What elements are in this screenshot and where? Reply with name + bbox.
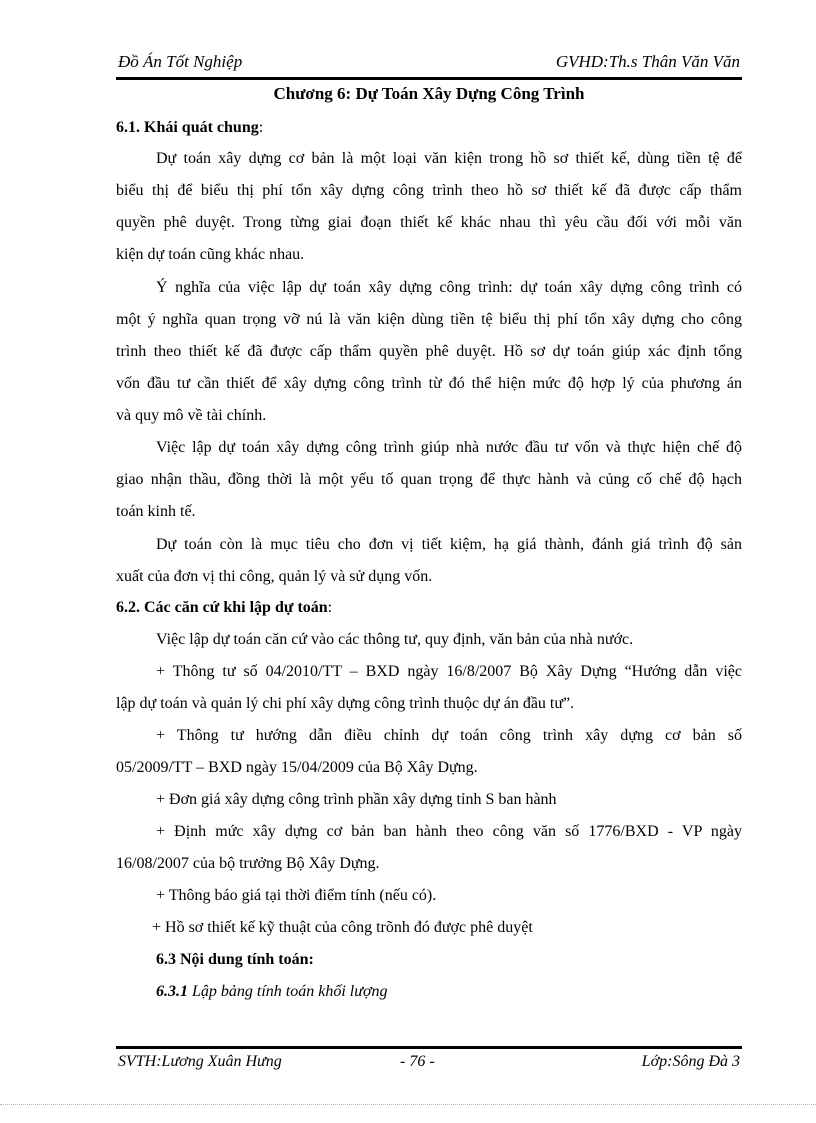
paragraph-line: biểu thị để biểu thị phí tổn xây dựng công trình theo hồ sơ thiết kế đã được cấp thẩm [116, 182, 742, 199]
paragraph-line: Ý nghĩa của việc lập dự toán xây dựng công trình: dự toán xây dựng công trình có [156, 279, 742, 296]
footer-student: SVTH:Lương Xuân Hưng [118, 1053, 282, 1070]
chapter-title: Chương 6: Dự Toán Xây Dựng Công Trình [273, 84, 585, 103]
footer-class: Lớp:Sông Đà 3 [641, 1053, 740, 1070]
bullet-line: + Đơn giá xây dựng công trình phần xây dựng tỉnh S ban hành [156, 791, 557, 808]
bullet-line: + Hồ sơ thiết kế kỹ thuật của công trõnh đó được phê duyệt [152, 919, 533, 936]
subsection-title: Lập bảng tính toán khối lượng [192, 983, 388, 1000]
section-colon: : [327, 599, 333, 616]
section-number: 6.2. [116, 599, 140, 616]
section-title: Các căn cứ khi lập dự toán [144, 599, 328, 616]
header-project-title: Đồ Án Tốt Nghiệp [118, 52, 243, 71]
section-heading-6-3-1 [156, 982, 742, 1002]
paragraph-line: toán kinh tế. [116, 503, 196, 520]
paragraph-line: Việc lập dự toán xây dựng công trình giúp nhà nước đầu tư vốn và thực hiện chế độ [156, 439, 742, 456]
subsection-number: 6.3.1 [156, 983, 188, 1000]
paragraph-line: Dự toán xây dựng cơ bản là một loại văn kiện trong hồ sơ thiết kế, dùng tiền tệ để [156, 150, 742, 167]
paragraph-line: trình theo thiết kế đã được cấp thẩm quyền phê duyệt. Hồ sơ dự toán giúp xác định tổng [116, 343, 742, 360]
section-number: 6.1. [116, 119, 140, 136]
bullet-line: + Thông tư hướng dẫn điều chỉnh dự toán công trình xây dựng cơ bản số [156, 727, 742, 744]
bullet-line: 05/2009/TT – BXD ngày 15/04/2009 của Bộ Xây Dựng. [116, 759, 478, 776]
page-number: - 76 - [400, 1053, 435, 1070]
paragraph-line: giao nhận thầu, đồng thời là một yếu tố quan trọng để thực hành và củng cố chế độ hạch [116, 471, 742, 488]
paragraph-line: vốn đầu tư cần thiết để xây dựng công trình từ đó thể hiện mức độ hợp lý của phương án [116, 375, 742, 392]
paragraph-line: xuất của đơn vị thi công, quản lý và sử dụng vốn. [116, 568, 433, 585]
paragraph-line: Dự toán còn là mục tiêu cho đơn vị tiết kiệm, hạ giá thành, đánh giá trình độ sản [156, 536, 742, 553]
footer-rule [116, 1046, 742, 1049]
page-header [118, 52, 740, 78]
page-footer [118, 1053, 740, 1075]
page-edge-divider [0, 1104, 816, 1105]
paragraph-line: và quy mô về tài chính. [116, 407, 267, 424]
bullet-line: + Thông báo giá tại thời điểm tính (nếu có). [156, 887, 437, 904]
paragraph-line: Việc lập dự toán căn cứ vào các thông tư, quy định, văn bản của nhà nước. [156, 631, 634, 648]
bullet-line: lập dự toán và quản lý chi phí xây dựng công trình thuộc dự án đầu tư”. [116, 695, 575, 712]
section-heading-6-3: 6.3 Nội dung tính toán: [156, 951, 314, 968]
section-title: Khái quát chung [144, 119, 259, 136]
bullet-line: 16/08/2007 của bộ trưởng Bộ Xây Dựng. [116, 855, 380, 872]
bullet-line: + Thông tư số 04/2010/TT – BXD ngày 16/8/2007 Bộ Xây Dựng “Hướng dẫn việc [156, 663, 742, 680]
section-heading-6-1 [116, 118, 742, 138]
header-advisor: GVHD:Th.s Thân Văn Văn [555, 52, 740, 71]
paragraph-line: kiện dự toán cũng khác nhau. [116, 246, 305, 263]
paragraph-line: quyền phê duyệt. Trong từng giai đoạn thiết kế khác nhau thì yêu cầu đối với mỗi văn [116, 214, 742, 231]
header-rule [116, 77, 742, 80]
paragraph-line: một ý nghĩa quan trọng vỡ nú là văn kiện dùng tiền tệ biểu thị phí tổn xây dựng cho công [116, 311, 742, 328]
section-heading-6-2 [116, 598, 742, 618]
section-colon: : [258, 119, 264, 136]
bullet-line: + Định mức xây dựng cơ bản ban hành theo công văn số 1776/BXD - VP ngày [156, 823, 742, 840]
